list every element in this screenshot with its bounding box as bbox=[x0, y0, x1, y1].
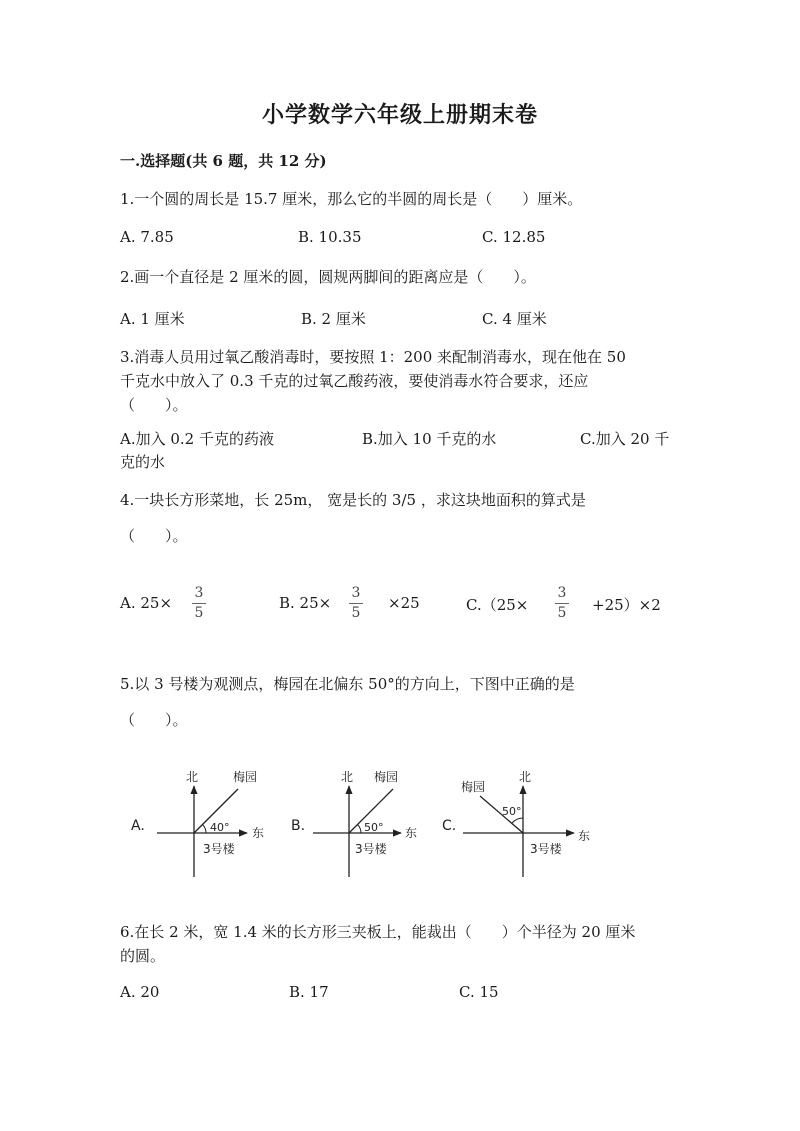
q1-option-b[interactable]: B. 10.35 bbox=[298, 228, 362, 246]
figure-b-label: B. bbox=[291, 818, 306, 834]
question-3-line-3: （ ）。 bbox=[120, 396, 188, 414]
q6-option-c[interactable]: C. 15 bbox=[459, 983, 499, 1001]
north-label: 北 bbox=[519, 770, 532, 784]
fraction-numerator: 3 bbox=[351, 585, 361, 601]
q4-option-b-tail: ×25 bbox=[388, 594, 420, 612]
angle-label: 50° bbox=[502, 805, 522, 818]
garden-label: 梅园 bbox=[233, 770, 258, 784]
q2-option-a[interactable]: A. 1 厘米 bbox=[120, 310, 185, 328]
angle-arc bbox=[358, 825, 362, 834]
building-label: 3号楼 bbox=[203, 842, 235, 856]
q6-option-a[interactable]: A. 20 bbox=[120, 983, 160, 1001]
figure-a-label: A. bbox=[131, 818, 145, 834]
section-heading: 一.选择题(共 6 题，共 12 分) bbox=[120, 152, 327, 170]
q4-option-c[interactable]: C.（25× bbox=[466, 596, 529, 614]
question-5-line-2: （ ）。 bbox=[120, 711, 188, 729]
page-title: 小学数学六年级上册期末卷 bbox=[261, 102, 538, 128]
east-label: 东 bbox=[405, 826, 418, 840]
figure-c-label: C. bbox=[442, 818, 457, 834]
angle-label: 50° bbox=[364, 821, 384, 834]
fraction-denominator: 5 bbox=[557, 605, 567, 621]
garden-label: 梅园 bbox=[461, 780, 486, 794]
q2-option-b[interactable]: B. 2 厘米 bbox=[301, 310, 366, 328]
question-4-line-2: （ ）。 bbox=[120, 527, 188, 545]
north-label: 北 bbox=[186, 770, 199, 784]
q3-option-b[interactable]: B.加入 10 千克的水 bbox=[362, 430, 497, 448]
angle-label: 40° bbox=[210, 821, 230, 834]
q3-option-c-cont: 克的水 bbox=[120, 453, 166, 471]
garden-label: 梅园 bbox=[374, 770, 399, 784]
q1-option-a[interactable]: A. 7.85 bbox=[120, 228, 174, 246]
fraction-numerator: 3 bbox=[194, 585, 204, 601]
q2-option-c[interactable]: C. 4 厘米 bbox=[482, 310, 547, 328]
question-3-line-2: 千克水中放入了 0.3 千克的过氧乙酸药液，要使消毒水符合要求，还应 bbox=[120, 372, 589, 390]
angle-arc bbox=[203, 825, 207, 834]
figure-c[interactable] bbox=[442, 770, 590, 877]
q1-option-c[interactable]: C. 12.85 bbox=[482, 228, 546, 246]
east-label: 东 bbox=[578, 829, 591, 843]
question-6-line-1: 6.在长 2 米，宽 1.4 米的长方形三夹板上，能裁出（ ）个半径为 20 厘米 bbox=[120, 923, 636, 941]
figure-b[interactable] bbox=[291, 769, 417, 877]
question-5-line-1: 5.以 3 号楼为观测点，梅园在北偏东 50°的方向上，下图中正确的是 bbox=[120, 675, 575, 693]
question-3-line-1: 3.消毒人员用过氧乙酸消毒时，要按照 1：200 来配制消毒水，现在他在 50 bbox=[120, 348, 626, 366]
building-label: 3号楼 bbox=[530, 842, 562, 856]
east-label: 东 bbox=[252, 826, 265, 840]
figure-a[interactable] bbox=[131, 769, 264, 877]
north-label: 北 bbox=[341, 770, 354, 784]
q4-option-a[interactable]: A. 25× bbox=[120, 594, 173, 612]
q6-option-b[interactable]: B. 17 bbox=[289, 983, 329, 1001]
fraction-denominator: 5 bbox=[351, 605, 361, 621]
q4-option-c-tail: +25）×2 bbox=[592, 596, 661, 614]
question-4-line-1: 4.一块长方形菜地，长 25m， 宽是长的 3/5 ，求这块地面积的算式是 bbox=[120, 491, 586, 509]
angle-arc bbox=[512, 818, 523, 823]
q3-option-a[interactable]: A.加入 0.2 千克的药液 bbox=[120, 430, 274, 448]
question-2: 2.画一个直径是 2 厘米的圆，圆规两脚间的距离应是（ ）。 bbox=[120, 268, 536, 286]
q4-option-b[interactable]: B. 25× bbox=[279, 594, 332, 612]
fraction-denominator: 5 bbox=[194, 605, 204, 621]
q3-option-c[interactable]: C.加入 20 千 bbox=[580, 430, 670, 448]
question-1: 1.一个圆的周长是 15.7 厘米，那么它的半圆的周长是（ ）厘米。 bbox=[120, 190, 583, 208]
fraction-numerator: 3 bbox=[557, 585, 567, 601]
building-label: 3号楼 bbox=[355, 842, 387, 856]
question-6-line-2: 的圆。 bbox=[120, 947, 166, 965]
